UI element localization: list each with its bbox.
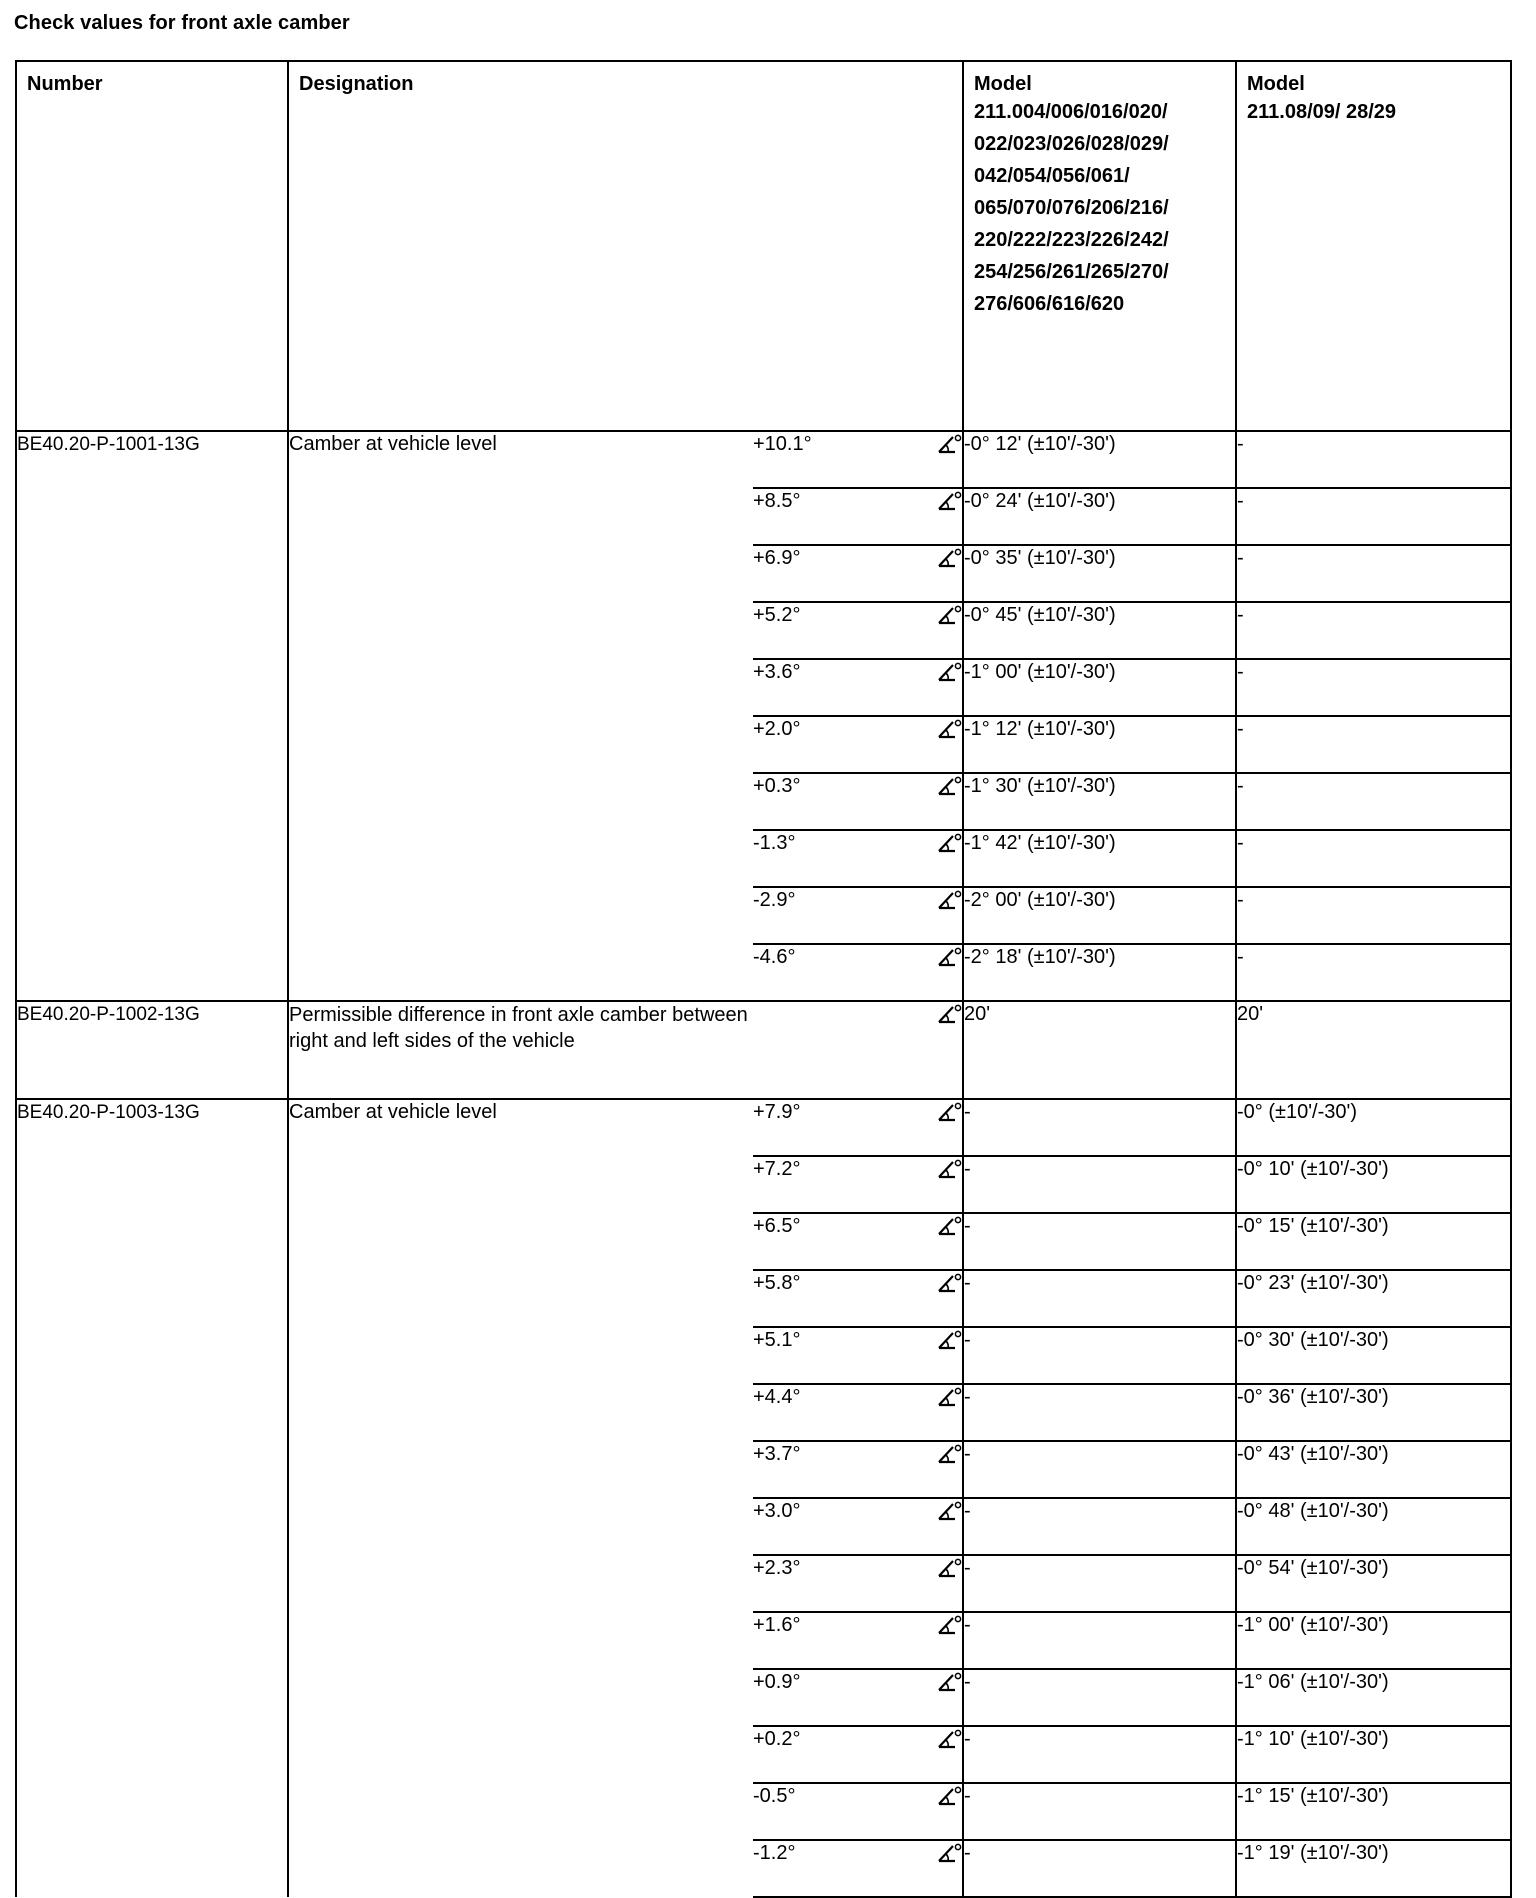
- model-b-value: -0° 48' (±10'/-30'): [1236, 1498, 1511, 1555]
- model-b-value: -: [1236, 944, 1511, 1001]
- angle-measure-icon: [936, 1443, 962, 1465]
- angle-symbol: [913, 1669, 963, 1726]
- model-b-codes: 211.08/09/ 28/29: [1247, 101, 1397, 123]
- angle-value: +2.3°: [753, 1555, 913, 1612]
- model-b-value: -1° 19' (±10'/-30'): [1236, 1840, 1511, 1897]
- angle-value: +3.7°: [753, 1441, 913, 1498]
- angle-value: -0.5°: [753, 1783, 913, 1840]
- model-a-value: -1° 30' (±10'/-30'): [963, 773, 1236, 830]
- angle-value: +10.1°: [753, 431, 913, 488]
- angle-value: -1.2°: [753, 1840, 913, 1897]
- angle-measure-icon: [936, 889, 962, 911]
- model-a-value: -: [963, 1213, 1236, 1270]
- angle-value: +5.2°: [753, 602, 913, 659]
- row-designation: Camber at vehicle level: [288, 431, 753, 1001]
- model-b-value: -1° 00' (±10'/-30'): [1236, 1612, 1511, 1669]
- model-a-value: -2° 18' (±10'/-30'): [963, 944, 1236, 1001]
- angle-symbol: [913, 1270, 963, 1327]
- model-b-value: -0° 43' (±10'/-30'): [1236, 1441, 1511, 1498]
- angle-measure-icon: [936, 1158, 962, 1180]
- angle-value: +7.9°: [753, 1099, 913, 1156]
- model-b-value: 20': [1236, 1001, 1511, 1099]
- angle-measure-icon: [936, 775, 962, 797]
- model-a-value: -0° 35' (±10'/-30'): [963, 545, 1236, 602]
- model-b-value: -0° 54' (±10'/-30'): [1236, 1555, 1511, 1612]
- angle-symbol: [913, 773, 963, 830]
- table-row: [16, 431, 1511, 488]
- header-number: Number: [16, 61, 288, 431]
- angle-value: +4.4°: [753, 1384, 913, 1441]
- model-a-codes: 211.004/006/016/020/ 022/023/026/028/029/ 042/054/056/061/ 065/070/076/206/216/ 220/222/223/226/242/ 254/256/261/265/270/ 276/606/616/620: [974, 101, 1169, 315]
- angle-measure-icon: [936, 1386, 962, 1408]
- angle-measure-icon: [936, 661, 962, 683]
- model-a-value: -: [963, 1840, 1236, 1897]
- angle-symbol: [913, 1327, 963, 1384]
- angle-symbol: [913, 488, 963, 545]
- angle-measure-icon: [936, 1215, 962, 1237]
- table-row: [16, 1099, 1511, 1156]
- table-row: [16, 1001, 1511, 1099]
- angle-symbol: [913, 716, 963, 773]
- angle-symbol: [913, 1099, 963, 1156]
- angle-symbol: [913, 1156, 963, 1213]
- model-a-value: -: [963, 1156, 1236, 1213]
- angle-symbol: [913, 431, 963, 488]
- angle-value: -2.9°: [753, 887, 913, 944]
- model-a-value: -: [963, 1498, 1236, 1555]
- angle-value: +1.6°: [753, 1612, 913, 1669]
- angle-symbol: [913, 602, 963, 659]
- page-title: Check values for front axle camber: [14, 12, 350, 34]
- angle-measure-icon: [936, 1500, 962, 1522]
- angle-measure-icon: [936, 1003, 962, 1025]
- angle-value: +0.9°: [753, 1669, 913, 1726]
- model-b-value: -: [1236, 602, 1511, 659]
- model-a-value: -1° 00' (±10'/-30'): [963, 659, 1236, 716]
- header-model-b: Model 211.08/09/ 28/29: [1236, 61, 1511, 431]
- angle-symbol: [913, 1384, 963, 1441]
- angle-value: +5.8°: [753, 1270, 913, 1327]
- header-row: [16, 61, 1511, 431]
- angle-measure-icon: [936, 433, 962, 455]
- angle-measure-icon: [936, 1728, 962, 1750]
- model-b-value: -: [1236, 659, 1511, 716]
- angle-symbol: [913, 1498, 963, 1555]
- model-b-value: -1° 06' (±10'/-30'): [1236, 1669, 1511, 1726]
- row-designation: Permissible difference in front axle camber between right and left sides of the vehicle: [288, 1001, 913, 1099]
- angle-measure-icon: [936, 1842, 962, 1864]
- row-number: BE40.20-P-1002-13G: [16, 1001, 288, 1099]
- angle-symbol: [913, 659, 963, 716]
- row-designation: Camber at vehicle level: [288, 1099, 753, 1897]
- angle-measure-icon: [936, 1557, 962, 1579]
- angle-measure-icon: [936, 832, 962, 854]
- model-a-value: -: [963, 1327, 1236, 1384]
- angle-symbol: [913, 545, 963, 602]
- angle-symbol: [913, 1213, 963, 1270]
- angle-symbol: [913, 1555, 963, 1612]
- angle-value: -4.6°: [753, 944, 913, 1001]
- angle-symbol: [913, 887, 963, 944]
- model-a-value: -: [963, 1555, 1236, 1612]
- angle-value: -1.3°: [753, 830, 913, 887]
- model-a-value: -: [963, 1384, 1236, 1441]
- model-a-value: -2° 00' (±10'/-30'): [963, 887, 1236, 944]
- angle-measure-icon: [936, 1329, 962, 1351]
- model-a-value: -0° 12' (±10'/-30'): [963, 431, 1236, 488]
- model-b-value: -: [1236, 431, 1511, 488]
- model-b-value: -1° 10' (±10'/-30'): [1236, 1726, 1511, 1783]
- angle-value: +2.0°: [753, 716, 913, 773]
- angle-measure-icon: [936, 718, 962, 740]
- angle-symbol: [913, 1783, 963, 1840]
- model-b-value: -: [1236, 830, 1511, 887]
- model-b-value: -1° 15' (±10'/-30'): [1236, 1783, 1511, 1840]
- angle-value: +3.0°: [753, 1498, 913, 1555]
- model-b-value: -: [1236, 545, 1511, 602]
- header-designation: Designation: [288, 61, 963, 431]
- model-a-value: 20': [963, 1001, 1236, 1099]
- model-a-value: -: [963, 1270, 1236, 1327]
- model-a-value: -: [963, 1783, 1236, 1840]
- angle-measure-icon: [936, 604, 962, 626]
- angle-measure-icon: [936, 490, 962, 512]
- model-b-value: -0° 36' (±10'/-30'): [1236, 1384, 1511, 1441]
- angle-symbol: [913, 1726, 963, 1783]
- angle-measure-icon: [936, 1614, 962, 1636]
- row-number: BE40.20-P-1001-13G: [16, 431, 288, 1001]
- model-a-value: -: [963, 1726, 1236, 1783]
- angle-value: +7.2°: [753, 1156, 913, 1213]
- angle-value: +5.1°: [753, 1327, 913, 1384]
- angle-symbol: [913, 1840, 963, 1897]
- model-b-value: -0° 15' (±10'/-30'): [1236, 1213, 1511, 1270]
- angle-value: +8.5°: [753, 488, 913, 545]
- angle-symbol: [913, 944, 963, 1001]
- angle-measure-icon: [936, 547, 962, 569]
- camber-table: [15, 60, 1512, 1898]
- angle-symbol: [913, 1001, 963, 1099]
- angle-measure-icon: [936, 1101, 962, 1123]
- model-a-value: -0° 24' (±10'/-30'): [963, 488, 1236, 545]
- model-b-value: -0° 23' (±10'/-30'): [1236, 1270, 1511, 1327]
- angle-measure-icon: [936, 1785, 962, 1807]
- model-b-value: -0° 30' (±10'/-30'): [1236, 1327, 1511, 1384]
- model-b-value: -: [1236, 488, 1511, 545]
- angle-value: +6.5°: [753, 1213, 913, 1270]
- row-number: BE40.20-P-1003-13G: [16, 1099, 288, 1897]
- model-a-value: -1° 12' (±10'/-30'): [963, 716, 1236, 773]
- angle-symbol: [913, 1612, 963, 1669]
- model-b-value: -: [1236, 773, 1511, 830]
- header-model-a: Model 211.004/006/016/020/ 022/023/026/028/029/ 042/054/056/061/ 065/070/076/206/216/ 220/222/223/226/242/ 254/256/261/265/270/ 276/606/616/620: [963, 61, 1236, 431]
- angle-value: +3.6°: [753, 659, 913, 716]
- model-a-value: -: [963, 1669, 1236, 1726]
- model-a-value: -: [963, 1099, 1236, 1156]
- angle-value: +6.9°: [753, 545, 913, 602]
- angle-measure-icon: [936, 1272, 962, 1294]
- model-a-value: -0° 45' (±10'/-30'): [963, 602, 1236, 659]
- model-a-value: -: [963, 1612, 1236, 1669]
- angle-value: +0.3°: [753, 773, 913, 830]
- angle-measure-icon: [936, 1671, 962, 1693]
- model-a-value: -: [963, 1441, 1236, 1498]
- angle-measure-icon: [936, 946, 962, 968]
- angle-symbol: [913, 1441, 963, 1498]
- model-b-value: -0° 10' (±10'/-30'): [1236, 1156, 1511, 1213]
- model-b-value: -: [1236, 887, 1511, 944]
- angle-value: +0.2°: [753, 1726, 913, 1783]
- model-b-value: -: [1236, 716, 1511, 773]
- model-b-value: -0° (±10'/-30'): [1236, 1099, 1511, 1156]
- model-a-value: -1° 42' (±10'/-30'): [963, 830, 1236, 887]
- angle-symbol: [913, 830, 963, 887]
